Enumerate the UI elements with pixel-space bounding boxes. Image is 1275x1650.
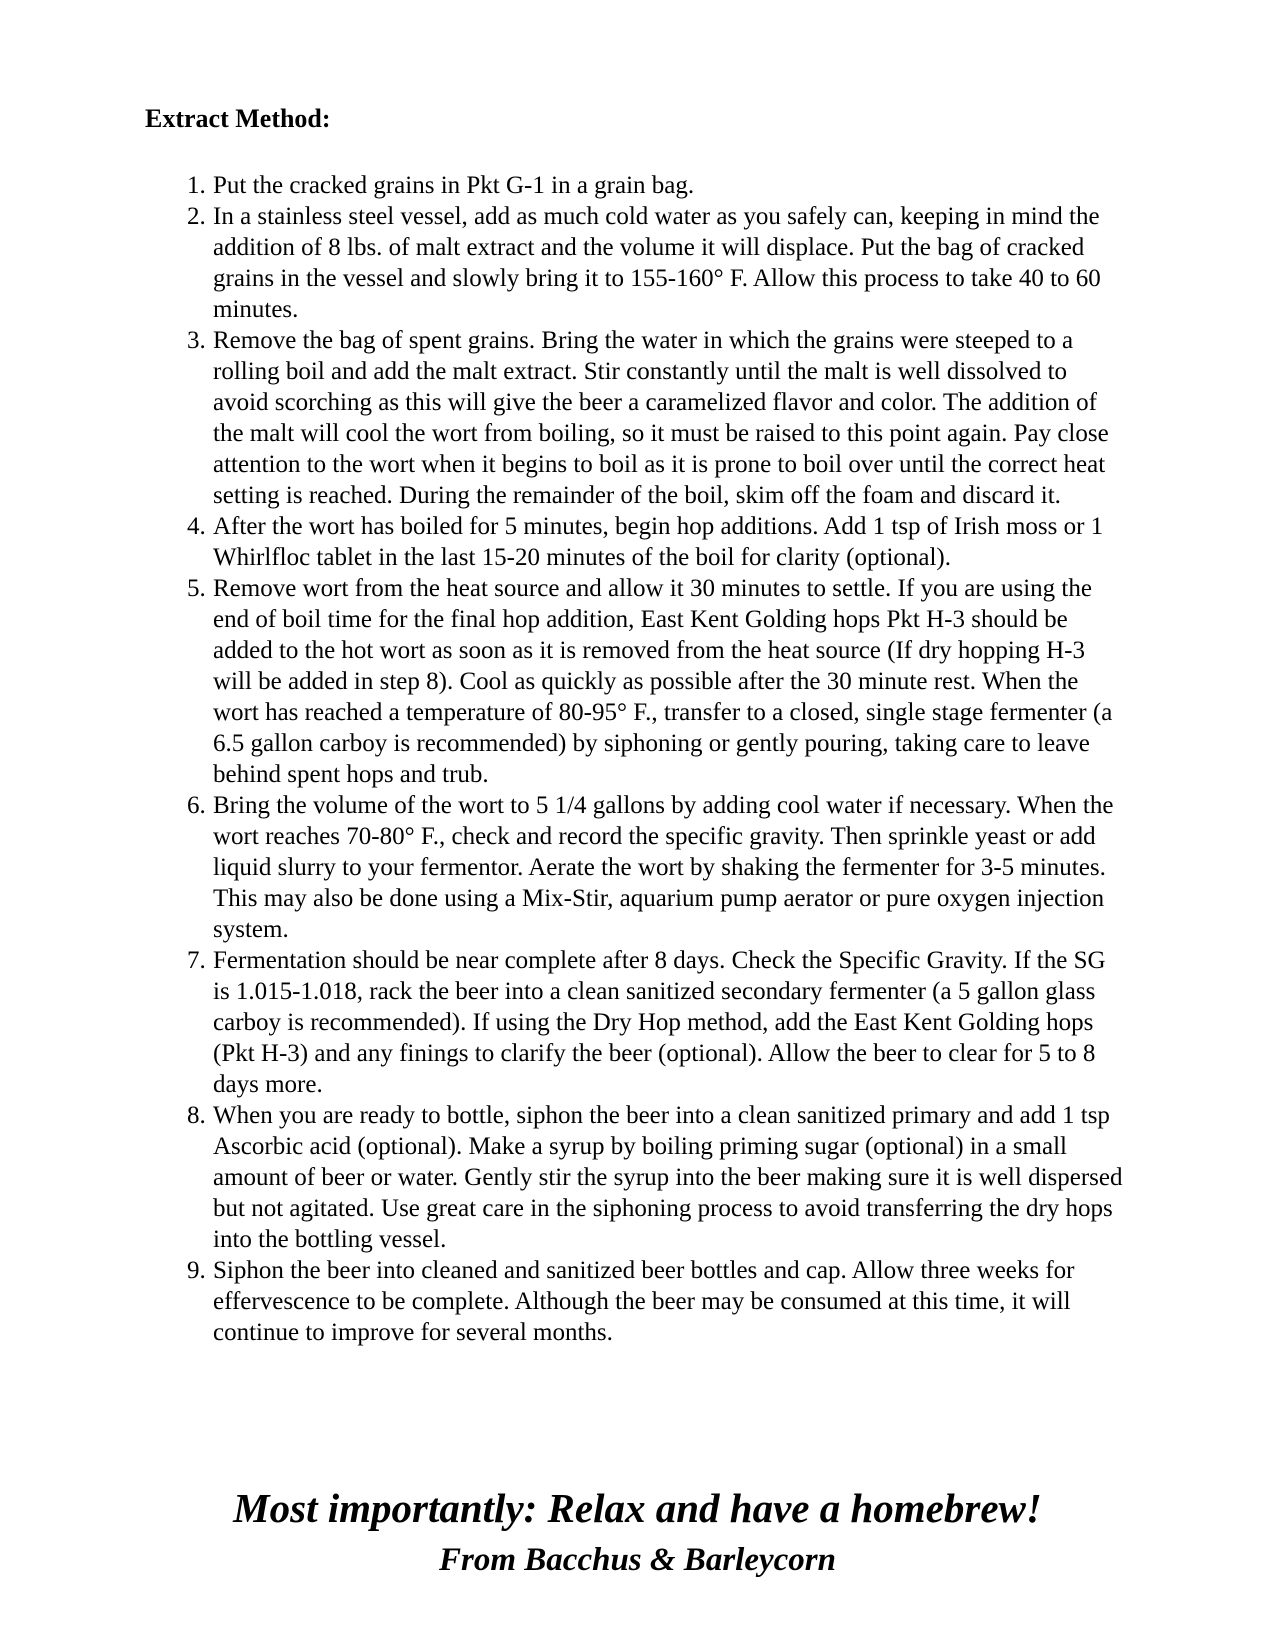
list-item-number: 5. <box>187 575 206 602</box>
list-item-text: Siphon the beer into cleaned and sanitized beer bottles and cap. Allow three weeks for effervescence to be complete. Although the beer may be consumed at this time, it will continue to improve for several months. <box>213 1257 1075 1346</box>
list-item-number: 4. <box>187 513 206 540</box>
list-item-number: 9. <box>187 1257 206 1284</box>
list-item <box>187 325 1125 511</box>
list-item <box>187 511 1125 573</box>
footer-attribution: From Bacchus & Barleycorn <box>439 1542 836 1579</box>
list-item-text: When you are ready to bottle, siphon the beer into a clean sanitized primary and add 1 tsp Ascorbic acid (optional). Make a syrup by boiling priming sugar (optional) in a small amount of beer or water. Gently stir the syrup into the beer making sure it is well dispersed but not agitated. Use great care in the siphoning process to avoid transferring the dry hops into the bottling vessel. <box>213 1102 1123 1253</box>
list-item <box>187 790 1125 945</box>
list-item-number: 8. <box>187 1102 206 1129</box>
section-heading: Extract Method: <box>145 104 331 133</box>
list-item-text: Remove wort from the heat source and allow it 30 minutes to settle. If you are using the end of boil time for the final hop addition, East Kent Golding hops Pkt H-3 should be added to the hot wort as soon as it is removed from the heat source (If dry hopping H-3 will be added in step 8). Cool as quickly as possible after the 30 minute rest. When the wort has reached a temperature of 80-95° F., transfer to a closed, single stage fermenter (a 6.5 gallon carboy is recommended) by siphoning or gently pouring, taking care to leave behind spent hops and trub. <box>213 575 1113 788</box>
list-item-text: Remove the bag of spent grains. Bring the water in which the grains were steeped to a rolling boil and add the malt extract. Stir constantly until the malt is well dissolved to avoid scorching as this will give the beer a caramelized flavor and color. The addition of the malt will cool the wort from boiling, so it must be raised to this point again. Pay close attention to the wort when it begins to boil as it is prone to boil over until the correct heat setting is reached. During the remainder of the boil, skim off the foam and discard it. <box>213 327 1109 509</box>
list-item <box>187 945 1125 1100</box>
list-item-number: 6. <box>187 792 206 819</box>
list-item-text: Bring the volume of the wort to 5 1/4 gallons by adding cool water if necessary. When the wort reaches 70-80° F., check and record the specific gravity. Then sprinkle yeast or add liquid slurry to your fermentor. Aerate the wort by shaking the fermenter for 3-5 minutes. This may also be done using a Mix-Stir, aquarium pump aerator or pure oxygen injection system. <box>213 792 1114 943</box>
list-item <box>187 1255 1125 1348</box>
list-item-number: 2. <box>187 203 206 230</box>
list-item-text: Put the cracked grains in Pkt G-1 in a grain bag. <box>213 172 695 199</box>
footer <box>0 1484 1275 1580</box>
list-item-text: After the wort has boiled for 5 minutes, begin hop additions. Add 1 tsp of Irish moss or 1 Whirlfloc tablet in the last 15-20 minutes of the boil for clarity (optional). <box>213 513 1104 571</box>
list-item <box>187 1100 1125 1255</box>
footer-slogan: Most importantly: Relax and have a homebrew! <box>233 1485 1042 1531</box>
list-item-number: 7. <box>187 947 206 974</box>
list-item-number: 1. <box>187 172 206 199</box>
list-item-number: 3. <box>187 327 206 354</box>
list-item <box>187 170 1125 201</box>
list-item <box>187 573 1125 790</box>
list-item <box>187 201 1125 325</box>
list-item-text: Fermentation should be near complete after 8 days. Check the Specific Gravity. If the SG is 1.015-1.018, rack the beer into a clean sanitized secondary fermenter (a 5 gallon glass carboy is recommended). If using the Dry Hop method, add the East Kent Golding hops (Pkt H-3) and any finings to clarify the beer (optional). Allow the beer to clear for 5 to 8 days more. <box>213 947 1106 1098</box>
list-item-text: In a stainless steel vessel, add as much cold water as you safely can, keeping in mind the addition of 8 lbs. of malt extract and the volume it will displace. Put the bag of cracked grains in the vessel and slowly bring it to 155-160° F. Allow this process to take 40 to 60 minutes. <box>213 203 1101 323</box>
steps-list <box>0 170 1275 1348</box>
